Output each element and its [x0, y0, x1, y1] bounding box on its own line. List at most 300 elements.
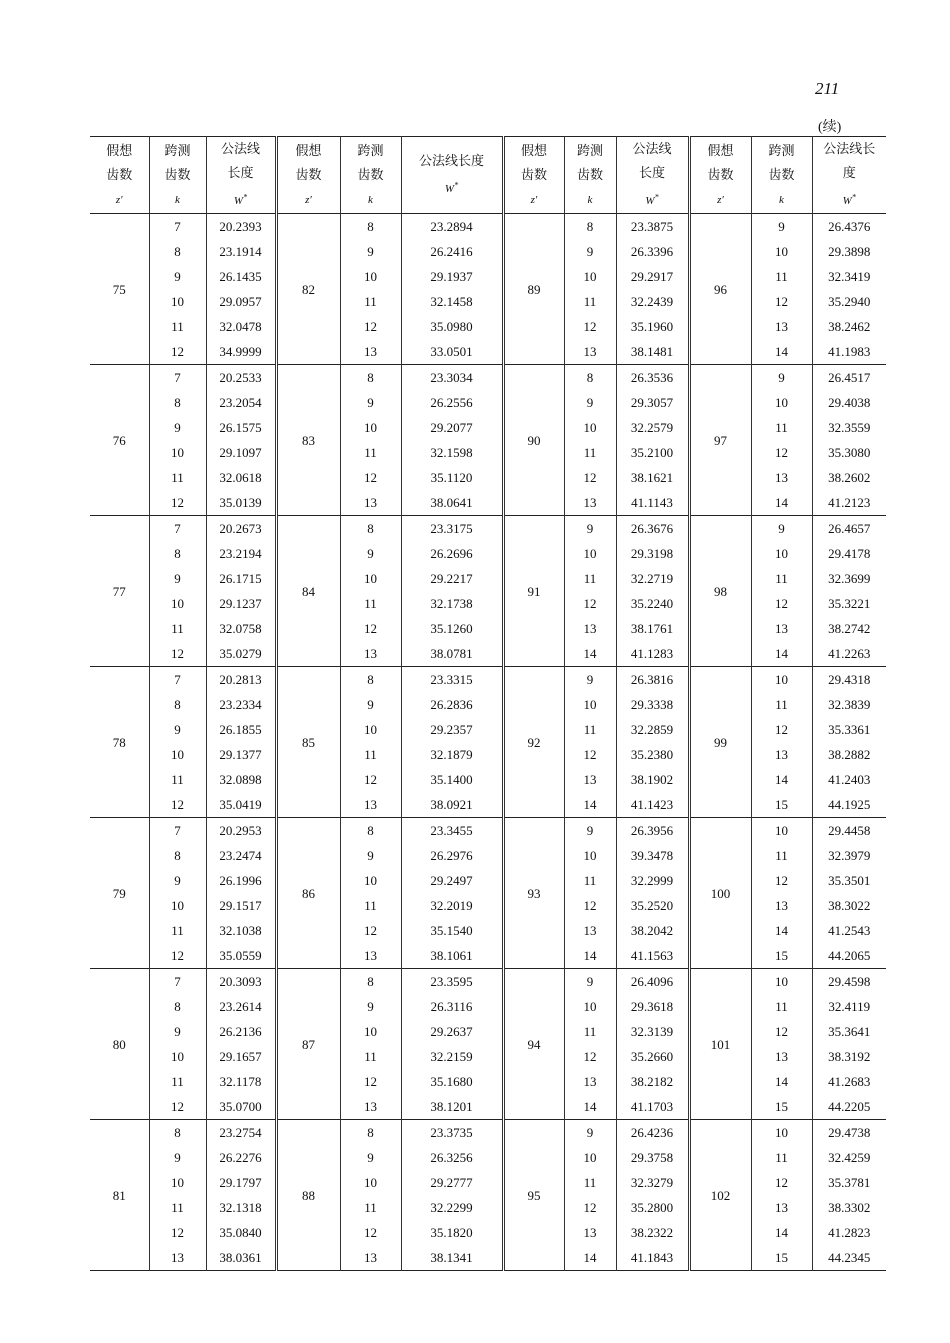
- cell-k: 12: [149, 490, 206, 516]
- cell-k: 12: [340, 616, 401, 641]
- cell-k: 11: [149, 314, 206, 339]
- cell-w: 35.2520: [616, 893, 689, 918]
- cell-k: 7: [149, 667, 206, 693]
- cell-w: 32.0898: [206, 767, 276, 792]
- table-row: [90, 742, 886, 767]
- cell-k: 10: [751, 390, 812, 415]
- cell-z: 79: [90, 818, 149, 969]
- cell-w: 29.1377: [206, 742, 276, 767]
- cell-w: 41.2683: [812, 1069, 886, 1094]
- table-row: [90, 314, 886, 339]
- cell-k: 12: [149, 1094, 206, 1120]
- cell-w: 35.0840: [206, 1220, 276, 1245]
- cell-k: 9: [340, 994, 401, 1019]
- cell-k: 11: [751, 994, 812, 1019]
- cell-k: 13: [564, 616, 616, 641]
- cell-k: 9: [751, 516, 812, 542]
- header-k-1: 跨测 齿数 k: [149, 137, 206, 214]
- cell-w: 35.3641: [812, 1019, 886, 1044]
- cell-w: 41.1843: [616, 1245, 689, 1271]
- cell-w: 44.2205: [812, 1094, 886, 1120]
- cell-w: 23.3595: [401, 969, 503, 995]
- cell-w: 26.1855: [206, 717, 276, 742]
- cell-k: 10: [751, 1120, 812, 1146]
- cell-k: 8: [149, 239, 206, 264]
- cell-w: 23.2614: [206, 994, 276, 1019]
- cell-w: 41.2543: [812, 918, 886, 943]
- cell-w: 26.4376: [812, 214, 886, 240]
- cell-w: 23.3455: [401, 818, 503, 844]
- cell-k: 9: [564, 1120, 616, 1146]
- cell-w: 29.4738: [812, 1120, 886, 1146]
- cell-w: 29.3338: [616, 692, 689, 717]
- cell-z: 83: [276, 365, 340, 516]
- cell-w: 23.3315: [401, 667, 503, 693]
- cell-k: 8: [340, 818, 401, 844]
- cell-k: 11: [149, 918, 206, 943]
- cell-w: 26.3676: [616, 516, 689, 542]
- cell-k: 9: [149, 868, 206, 893]
- cell-w: 32.1738: [401, 591, 503, 616]
- cell-k: 12: [564, 1044, 616, 1069]
- cell-k: 14: [751, 767, 812, 792]
- table-row: [90, 918, 886, 943]
- cell-w: 29.2637: [401, 1019, 503, 1044]
- cell-w: 20.3093: [206, 969, 276, 995]
- cell-w: 29.2777: [401, 1170, 503, 1195]
- cell-w: 32.2719: [616, 566, 689, 591]
- cell-k: 13: [149, 1245, 206, 1271]
- cell-k: 12: [564, 742, 616, 767]
- cell-k: 9: [564, 818, 616, 844]
- cell-k: 14: [751, 918, 812, 943]
- cell-k: 12: [340, 1220, 401, 1245]
- cell-k: 10: [564, 843, 616, 868]
- cell-k: 13: [340, 339, 401, 365]
- cell-k: 12: [751, 1170, 812, 1195]
- cell-w: 26.2836: [401, 692, 503, 717]
- cell-k: 9: [340, 692, 401, 717]
- cell-w: 26.3256: [401, 1145, 503, 1170]
- cell-z: 102: [689, 1120, 751, 1271]
- cell-k: 11: [751, 692, 812, 717]
- cell-k: 10: [564, 415, 616, 440]
- cell-k: 12: [751, 1019, 812, 1044]
- table-row: [90, 667, 886, 693]
- cell-w: 29.1097: [206, 440, 276, 465]
- cell-k: 13: [751, 742, 812, 767]
- cell-k: 8: [149, 390, 206, 415]
- cell-k: 11: [149, 767, 206, 792]
- cell-w: 35.3781: [812, 1170, 886, 1195]
- table-row: [90, 969, 886, 995]
- cell-z: 85: [276, 667, 340, 818]
- cell-w: 32.1178: [206, 1069, 276, 1094]
- table-row: [90, 1220, 886, 1245]
- cell-k: 11: [340, 1044, 401, 1069]
- cell-k: 12: [564, 465, 616, 490]
- cell-k: 12: [149, 641, 206, 667]
- cell-k: 14: [751, 641, 812, 667]
- header-z-2: 假想 齿数 z′: [276, 137, 340, 214]
- header-z-1: 假想 齿数 z′: [106, 142, 133, 206]
- cell-k: 12: [751, 591, 812, 616]
- cell-w: 20.2953: [206, 818, 276, 844]
- cell-k: 10: [340, 264, 401, 289]
- cell-w: 26.1575: [206, 415, 276, 440]
- cell-k: 11: [149, 465, 206, 490]
- cell-k: 8: [340, 667, 401, 693]
- cell-k: 10: [751, 541, 812, 566]
- cell-k: 8: [340, 1120, 401, 1146]
- cell-w: 32.3279: [616, 1170, 689, 1195]
- cell-w: 29.1657: [206, 1044, 276, 1069]
- table-row: [90, 1044, 886, 1069]
- cell-k: 10: [564, 1145, 616, 1170]
- cell-w: 33.0501: [401, 339, 503, 365]
- cell-w: 26.2416: [401, 239, 503, 264]
- cell-z: 87: [276, 969, 340, 1120]
- cell-k: 11: [340, 440, 401, 465]
- cell-k: 7: [149, 516, 206, 542]
- cell-w: 26.2976: [401, 843, 503, 868]
- cell-z: 101: [689, 969, 751, 1120]
- cell-k: 12: [149, 943, 206, 969]
- cell-w: 35.1400: [401, 767, 503, 792]
- cell-k: 11: [564, 1170, 616, 1195]
- cell-k: 9: [149, 717, 206, 742]
- cell-z: 99: [689, 667, 751, 818]
- cell-w: 29.0957: [206, 289, 276, 314]
- cell-k: 11: [751, 415, 812, 440]
- cell-k: 8: [149, 994, 206, 1019]
- cell-k: 9: [340, 1145, 401, 1170]
- table-row: [90, 843, 886, 868]
- cell-k: 9: [564, 390, 616, 415]
- cell-k: 9: [564, 239, 616, 264]
- cell-w: 20.2533: [206, 365, 276, 391]
- table-row: [90, 264, 886, 289]
- cell-w: 23.2334: [206, 692, 276, 717]
- cell-w: 41.1563: [616, 943, 689, 969]
- page-number: 211: [815, 79, 840, 98]
- cell-k: 15: [751, 1245, 812, 1271]
- cell-w: 32.2859: [616, 717, 689, 742]
- cell-k: 12: [340, 465, 401, 490]
- cell-k: 10: [564, 994, 616, 1019]
- cell-z: 81: [90, 1120, 149, 1271]
- cell-k: 11: [340, 742, 401, 767]
- cell-w: 35.3221: [812, 591, 886, 616]
- cell-k: 11: [340, 1195, 401, 1220]
- cell-w: 23.3034: [401, 365, 503, 391]
- cell-k: 11: [564, 1019, 616, 1044]
- cell-k: 11: [751, 264, 812, 289]
- cell-w: 41.1283: [616, 641, 689, 667]
- cell-k: 12: [340, 1069, 401, 1094]
- header-w-1: 公法线 长度 W*: [206, 137, 276, 214]
- cell-k: 11: [149, 1195, 206, 1220]
- table-row: [90, 516, 886, 542]
- cell-w: 23.2194: [206, 541, 276, 566]
- cell-w: 32.3419: [812, 264, 886, 289]
- header-k-3: 跨测 齿数 k: [564, 137, 616, 214]
- cell-w: 29.4598: [812, 969, 886, 995]
- table-row: [90, 339, 886, 365]
- cell-k: 14: [751, 490, 812, 516]
- cell-k: 13: [340, 792, 401, 818]
- cell-w: 44.2065: [812, 943, 886, 969]
- cell-w: 26.4236: [616, 1120, 689, 1146]
- cell-w: 39.3478: [616, 843, 689, 868]
- cell-k: 10: [340, 717, 401, 742]
- cell-w: 32.0618: [206, 465, 276, 490]
- cell-w: 41.2823: [812, 1220, 886, 1245]
- header-k-2: 跨测 齿数 k: [340, 137, 401, 214]
- cell-z: 75: [90, 214, 149, 365]
- cell-w: 35.2660: [616, 1044, 689, 1069]
- cell-w: 41.1703: [616, 1094, 689, 1120]
- cell-k: 9: [564, 667, 616, 693]
- cell-k: 9: [149, 566, 206, 591]
- cell-w: 35.2940: [812, 289, 886, 314]
- cell-w: 35.2380: [616, 742, 689, 767]
- cell-w: 26.3396: [616, 239, 689, 264]
- cell-k: 12: [149, 792, 206, 818]
- cell-k: 12: [751, 868, 812, 893]
- cell-k: 11: [564, 717, 616, 742]
- cell-k: 10: [149, 440, 206, 465]
- table-row: [90, 591, 886, 616]
- cell-w: 26.1996: [206, 868, 276, 893]
- header-w-4: 公法线长 度 W*: [812, 137, 886, 214]
- cell-w: 38.2742: [812, 616, 886, 641]
- cell-k: 8: [340, 365, 401, 391]
- cell-k: 8: [149, 692, 206, 717]
- cell-k: 10: [564, 692, 616, 717]
- cell-k: 9: [149, 1019, 206, 1044]
- cell-k: 11: [564, 868, 616, 893]
- cell-w: 23.2474: [206, 843, 276, 868]
- cell-w: 35.1120: [401, 465, 503, 490]
- cell-w: 26.1435: [206, 264, 276, 289]
- cell-z: 89: [503, 214, 564, 365]
- cell-w: 35.2240: [616, 591, 689, 616]
- cell-k: 10: [340, 566, 401, 591]
- cell-k: 12: [751, 717, 812, 742]
- cell-w: 29.3618: [616, 994, 689, 1019]
- table-row: [90, 390, 886, 415]
- cell-k: 13: [340, 641, 401, 667]
- cell-k: 8: [564, 365, 616, 391]
- cell-k: 13: [564, 1220, 616, 1245]
- cell-w: 29.3198: [616, 541, 689, 566]
- cell-w: 38.2042: [616, 918, 689, 943]
- cell-w: 32.2019: [401, 893, 503, 918]
- cell-w: 20.2673: [206, 516, 276, 542]
- cell-k: 13: [340, 1245, 401, 1271]
- cell-w: 32.2159: [401, 1044, 503, 1069]
- cell-k: 11: [340, 893, 401, 918]
- cell-w: 32.4119: [812, 994, 886, 1019]
- cell-w: 38.2182: [616, 1069, 689, 1094]
- cell-w: 38.1761: [616, 616, 689, 641]
- table-body: [90, 214, 886, 1271]
- cell-w: 26.4517: [812, 365, 886, 391]
- cell-w: 35.0980: [401, 314, 503, 339]
- cell-k: 12: [149, 1220, 206, 1245]
- cell-w: 29.2357: [401, 717, 503, 742]
- header-w-3: 公法线 长度 W*: [616, 137, 689, 214]
- cell-k: 8: [149, 1120, 206, 1146]
- cell-k: 10: [340, 1019, 401, 1044]
- cell-w: 38.3302: [812, 1195, 886, 1220]
- cell-z: 92: [503, 667, 564, 818]
- table-row: [90, 1120, 886, 1146]
- cell-z: 100: [689, 818, 751, 969]
- cell-k: 13: [751, 465, 812, 490]
- cell-w: 29.4178: [812, 541, 886, 566]
- table-row: [90, 641, 886, 667]
- cell-k: 14: [564, 641, 616, 667]
- cell-z: 80: [90, 969, 149, 1120]
- cell-k: 8: [340, 214, 401, 240]
- cell-w: 41.1143: [616, 490, 689, 516]
- cell-w: 38.3192: [812, 1044, 886, 1069]
- cell-w: 38.0781: [401, 641, 503, 667]
- cell-k: 12: [751, 289, 812, 314]
- cell-z: 94: [503, 969, 564, 1120]
- cell-k: 14: [564, 792, 616, 818]
- cell-k: 9: [340, 390, 401, 415]
- cell-w: 29.3057: [616, 390, 689, 415]
- cell-w: 29.3758: [616, 1145, 689, 1170]
- cell-k: 11: [564, 440, 616, 465]
- cell-w: 29.1797: [206, 1170, 276, 1195]
- cell-z: 96: [689, 214, 751, 365]
- cell-w: 41.2123: [812, 490, 886, 516]
- cell-k: 14: [751, 339, 812, 365]
- cell-w: 38.2322: [616, 1220, 689, 1245]
- cell-w: 35.0279: [206, 641, 276, 667]
- table-row: [90, 566, 886, 591]
- cell-w: 29.1937: [401, 264, 503, 289]
- cell-z: 93: [503, 818, 564, 969]
- table-row: [90, 1170, 886, 1195]
- cell-w: 29.3898: [812, 239, 886, 264]
- cell-k: 7: [149, 365, 206, 391]
- cell-w: 38.2602: [812, 465, 886, 490]
- cell-k: 9: [149, 1145, 206, 1170]
- cell-w: 23.2754: [206, 1120, 276, 1146]
- cell-w: 38.0361: [206, 1245, 276, 1271]
- cell-w: 32.3839: [812, 692, 886, 717]
- cell-k: 13: [564, 918, 616, 943]
- cell-w: 26.4096: [616, 969, 689, 995]
- cell-w: 35.3501: [812, 868, 886, 893]
- cell-w: 41.2403: [812, 767, 886, 792]
- table-row: [90, 1019, 886, 1044]
- cell-w: 26.2556: [401, 390, 503, 415]
- cell-w: 32.3559: [812, 415, 886, 440]
- cell-w: 38.3022: [812, 893, 886, 918]
- cell-k: 10: [340, 868, 401, 893]
- cell-z: 77: [90, 516, 149, 667]
- cell-k: 12: [340, 767, 401, 792]
- cell-k: 11: [340, 591, 401, 616]
- cell-w: 38.1201: [401, 1094, 503, 1120]
- cell-k: 10: [751, 239, 812, 264]
- cell-w: 29.2217: [401, 566, 503, 591]
- cell-k: 15: [751, 792, 812, 818]
- cell-k: 11: [751, 843, 812, 868]
- cell-k: 14: [564, 1094, 616, 1120]
- cell-k: 11: [751, 1145, 812, 1170]
- cell-k: 12: [564, 893, 616, 918]
- cell-w: 38.1481: [616, 339, 689, 365]
- table-row: [90, 1245, 886, 1271]
- cell-k: 15: [751, 1094, 812, 1120]
- cell-k: 12: [564, 1195, 616, 1220]
- cell-k: 13: [751, 1195, 812, 1220]
- cell-k: 9: [340, 541, 401, 566]
- cell-w: 23.2054: [206, 390, 276, 415]
- cell-k: 13: [564, 767, 616, 792]
- table-row: [90, 1195, 886, 1220]
- cell-w: 35.1540: [401, 918, 503, 943]
- cell-w: 26.2276: [206, 1145, 276, 1170]
- cell-w: 29.2497: [401, 868, 503, 893]
- cell-k: 11: [340, 289, 401, 314]
- cell-w: 44.2345: [812, 1245, 886, 1271]
- cell-w: 26.1715: [206, 566, 276, 591]
- gear-common-normal-length-table: [90, 136, 886, 1271]
- table-row: [90, 792, 886, 818]
- cell-k: 13: [751, 893, 812, 918]
- cell-k: 15: [751, 943, 812, 969]
- table-row: [90, 214, 886, 240]
- table-row: [90, 893, 886, 918]
- cell-z: 78: [90, 667, 149, 818]
- cell-w: 35.3080: [812, 440, 886, 465]
- table-row: [90, 365, 886, 391]
- header-z-4: 假想 齿数 z′: [689, 137, 751, 214]
- cell-k: 10: [149, 1170, 206, 1195]
- cell-k: 9: [564, 516, 616, 542]
- header-w-2: 公法线长度 W*: [401, 137, 503, 214]
- cell-k: 13: [564, 490, 616, 516]
- cell-w: 29.1237: [206, 591, 276, 616]
- cell-k: 8: [340, 516, 401, 542]
- cell-w: 35.0700: [206, 1094, 276, 1120]
- cell-w: 29.4318: [812, 667, 886, 693]
- cell-w: 29.4458: [812, 818, 886, 844]
- table-row: [90, 465, 886, 490]
- cell-w: 26.3536: [616, 365, 689, 391]
- cell-w: 41.1423: [616, 792, 689, 818]
- cell-w: 34.9999: [206, 339, 276, 365]
- cell-w: 32.3699: [812, 566, 886, 591]
- cell-k: 10: [751, 818, 812, 844]
- cell-w: 32.2579: [616, 415, 689, 440]
- cell-w: 26.4657: [812, 516, 886, 542]
- table-row: [90, 692, 886, 717]
- cell-k: 14: [751, 1069, 812, 1094]
- cell-w: 29.4038: [812, 390, 886, 415]
- cell-w: 32.2439: [616, 289, 689, 314]
- cell-z: 88: [276, 1120, 340, 1271]
- cell-w: 38.2882: [812, 742, 886, 767]
